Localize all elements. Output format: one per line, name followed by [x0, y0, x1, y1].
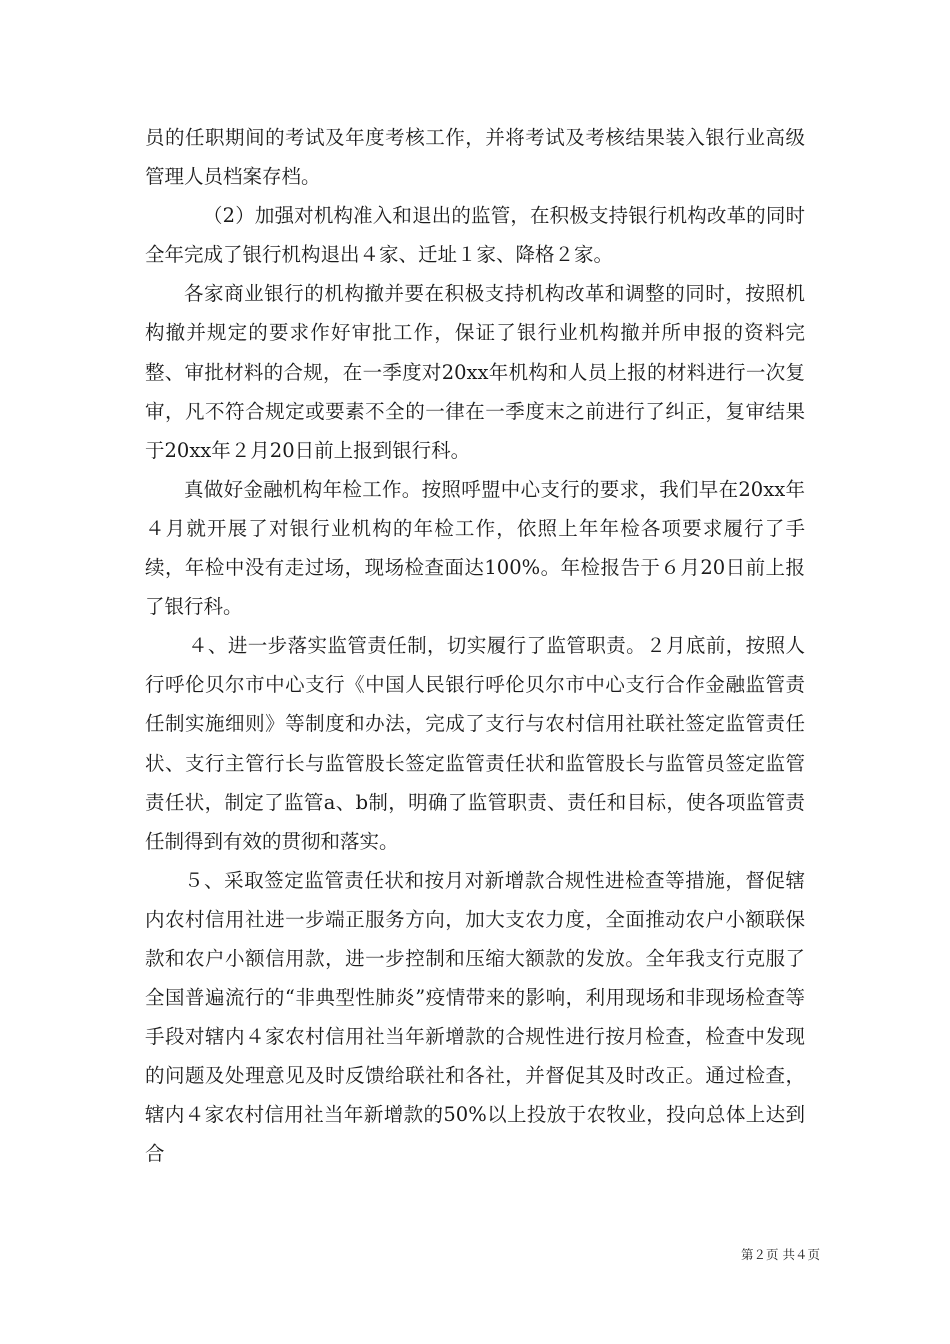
paragraph-supervision-responsibility: ４、进一步落实监管责任制，切实履行了监管职责。２月底前，按照人行呼伦贝尔市中心支行《中国人民银行呼伦贝尔市中心支行合作金融监管责任制实施细则》等制度和办法，完成了支行与农村信用社联社签定监管责任状、支行主管行长与监管股长签定监管责任状和监管股长与监管员签定监管责任状，制定了监管a、b制，明确了监管职责、责任和目标，使各项监管责任制得到有效的贯彻和落实。 — [145, 634, 805, 853]
document-body — [145, 118, 805, 1174]
paragraph-bank-merger: 各家商业银行的机构撤并要在积极支持机构改革和调整的同时，按照机构撤并规定的要求作好审批工作，保证了银行业机构撤并所申报的资料完整、审批材料的合规，在一季度对20xx年机构和人员上报的材料进行一次复审，凡不符合规定或要素不全的一律在一季度末之前进行了纠正，复审结果于20xx年２月20日前上报到银行科。 — [145, 282, 805, 462]
paragraph-institution-entry-exit: （2）加强对机构准入和退出的监管，在积极支持银行机构改革的同时全年完成了银行机构退出４家、迁址１家、降格２家。 — [145, 204, 805, 267]
paragraph-continuation: 员的任职期间的考试及年度考核工作，并将考试及考核结果装入银行业高级管理人员档案存档。 — [145, 126, 805, 189]
paragraph-loan-compliance: ５、采取签定监管责任状和按月对新增款合规性进检查等措施，督促辖内农村信用社进一步端正服务方向，加大支农力度，全面推动农户小额联保款和农户小额信用款，进一步控制和压缩大额款的发放。全年我支行克服了全国普遍流行的“非典型性肺炎”疫情带来的影响，利用现场和非现场检查等手段对辖内４家农村信用社当年新增款的合规性进行按月检查，检查中发现的问题及处理意见及时反馈给联社和各社，并督促其及时改正。通过检查，辖内４家农村信用社当年新增款的50%以上投放于农牧业，投向总体上达到合 — [145, 868, 805, 1166]
page-number-footer: 第２页 共４页 — [741, 1247, 820, 1262]
paragraph-annual-inspection: 真做好金融机构年检工作。按照呼盟中心支行的要求，我们早在20xx年４月就开展了对银行业机构的年检工作，依照上年年检各项要求履行了手续，年检中没有走过场，现场检查面达100%。年检报告于６月20日前上报了银行科。 — [145, 477, 805, 619]
